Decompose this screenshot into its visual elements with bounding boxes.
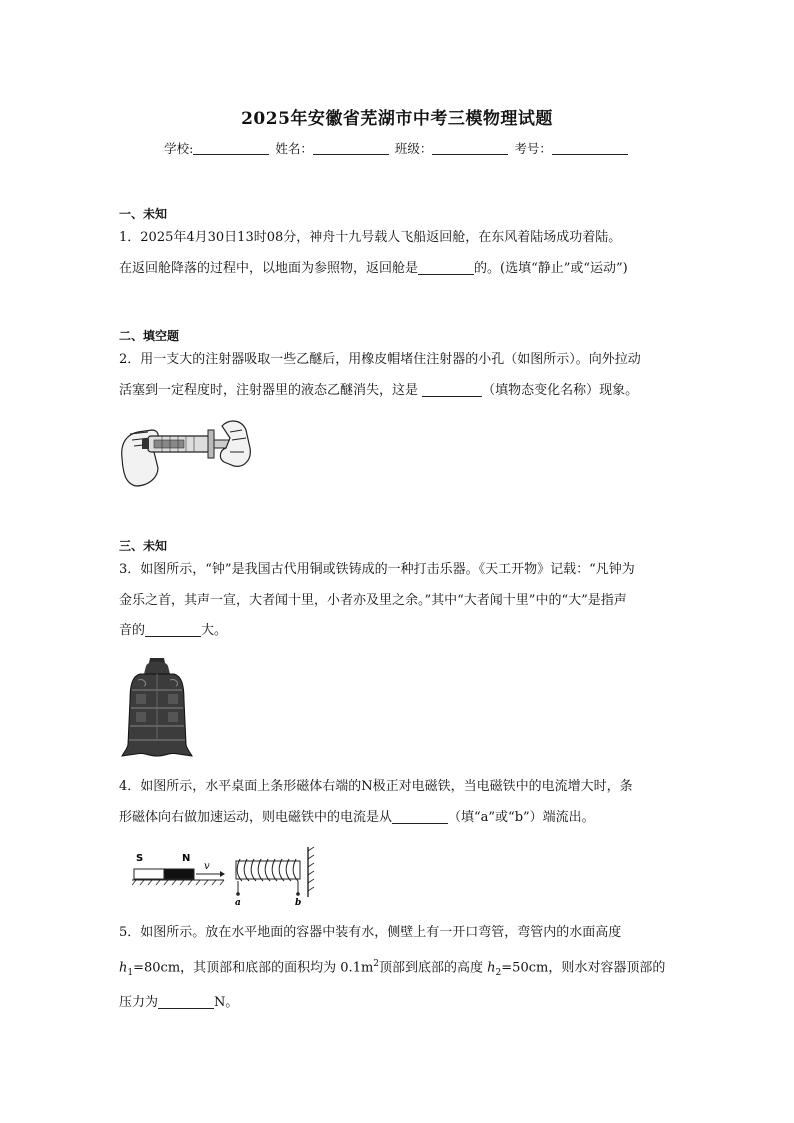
q2-text-a: 活塞到一定程度时，注射器里的液态乙醚消失，这是 — [119, 382, 423, 398]
section-heading-2: 二、填空题 — [119, 329, 180, 343]
question-3 — [119, 555, 681, 647]
question-2 — [119, 345, 681, 406]
q4-text-a: 形磁体向右做加速运动，则电磁铁中的电流是从 — [119, 809, 393, 825]
q4-line2 — [119, 803, 681, 834]
question-1 — [119, 223, 681, 284]
class-blank[interactable] — [432, 142, 508, 155]
school-label: 学校: — [164, 141, 194, 156]
school-blank[interactable] — [193, 142, 269, 155]
q5-text-e: N。 — [214, 994, 239, 1010]
q3-text-a: 音的 — [119, 623, 146, 638]
bell-figure — [118, 656, 196, 762]
magnet-s-label: S — [136, 853, 144, 864]
exam-no-blank[interactable] — [552, 142, 628, 155]
syringe-figure — [118, 412, 254, 490]
q2-line1: 2．用一支大的注射器吸取一些乙醚后，用橡皮帽堵住注射器的小孔（如图所示）。向外拉动 — [119, 352, 641, 367]
name-label: 姓名： — [275, 141, 313, 156]
q4-text-b: （填“a”或“b”）端流出。 — [448, 809, 595, 825]
q2-line2 — [119, 376, 681, 407]
q5-line1: 5．如图所示。放在水平地面的容器中装有水，侧壁上有一开口弯管，弯管内的水面高度 — [119, 925, 622, 940]
q3-text-b: 大。 — [201, 623, 228, 638]
name-blank[interactable] — [313, 142, 389, 155]
electromagnet-figure — [132, 845, 322, 907]
q5-text-a: =80cm，其顶部和底部的面积均为 0.1m — [133, 959, 374, 975]
class-label: 班级： — [394, 141, 433, 156]
page-title: 2025年安徽省芜湖市中考三模物理试题 — [241, 109, 553, 129]
q1-text-b: 的。(选填“静止”或“运动”) — [474, 260, 628, 276]
q5-line2 — [119, 949, 681, 988]
q3-answer-blank[interactable] — [145, 622, 201, 637]
q5-h1-subscript: 1 — [127, 967, 134, 978]
q1-answer-blank[interactable] — [418, 260, 474, 275]
terminal-b-label: b — [295, 898, 302, 907]
exam-no-label: 考号： — [514, 141, 552, 156]
q3-line3 — [119, 616, 681, 647]
q2-answer-blank[interactable] — [422, 382, 482, 397]
q2-text-b: （填物态变化名称）现象。 — [482, 382, 639, 398]
q3-line1: 3．如图所示，“钟”是我国古代用铜或铁铸成的一种打击乐器。《天工开物》记载：“凡钟为 — [119, 562, 635, 577]
q5-area-exponent: 2 — [373, 958, 380, 969]
q5-text-c: =50cm，则水对容器顶部的 — [501, 959, 666, 975]
terminal-a-label: a — [235, 898, 241, 907]
q5-answer-blank[interactable] — [158, 994, 214, 1009]
q5-h1-symbol: h — [119, 959, 128, 975]
section-heading-1: 一、未知 — [119, 207, 168, 221]
q1-text-a: 在返回舱降落的过程中，以地面为参照物，返回舱是 — [119, 260, 419, 276]
q5-text-b: 顶部到底部的高度 — [379, 959, 488, 975]
question-5 — [119, 918, 681, 1018]
q4-answer-blank[interactable] — [392, 809, 448, 824]
question-4 — [119, 772, 681, 833]
q5-h2-subscript: 2 — [495, 967, 502, 978]
q4-line1: 4．如图所示，水平桌面上条形磁体右端的N极正对电磁铁，当电磁铁中的电流增大时，条 — [119, 779, 633, 794]
velocity-label: v — [204, 861, 210, 872]
magnet-n-label: N — [182, 853, 191, 864]
q5-h2-symbol: h — [487, 959, 496, 975]
q5-line3 — [119, 988, 681, 1019]
q1-line1: 1．2025年4月30日13时08分，神舟十九号载人飞船返回舱，在东风着陆场成功着陆。 — [119, 230, 622, 245]
section-heading-3: 三、未知 — [119, 539, 168, 553]
q5-text-d: 压力为 — [119, 994, 159, 1010]
student-info-line — [0, 139, 794, 157]
q3-line2: 金乐之首，其声一宣，大者闻十里，小者亦及里之余。”其中“大者闻十里”中的“大”是指声 — [119, 592, 627, 608]
q1-line2 — [119, 254, 681, 285]
